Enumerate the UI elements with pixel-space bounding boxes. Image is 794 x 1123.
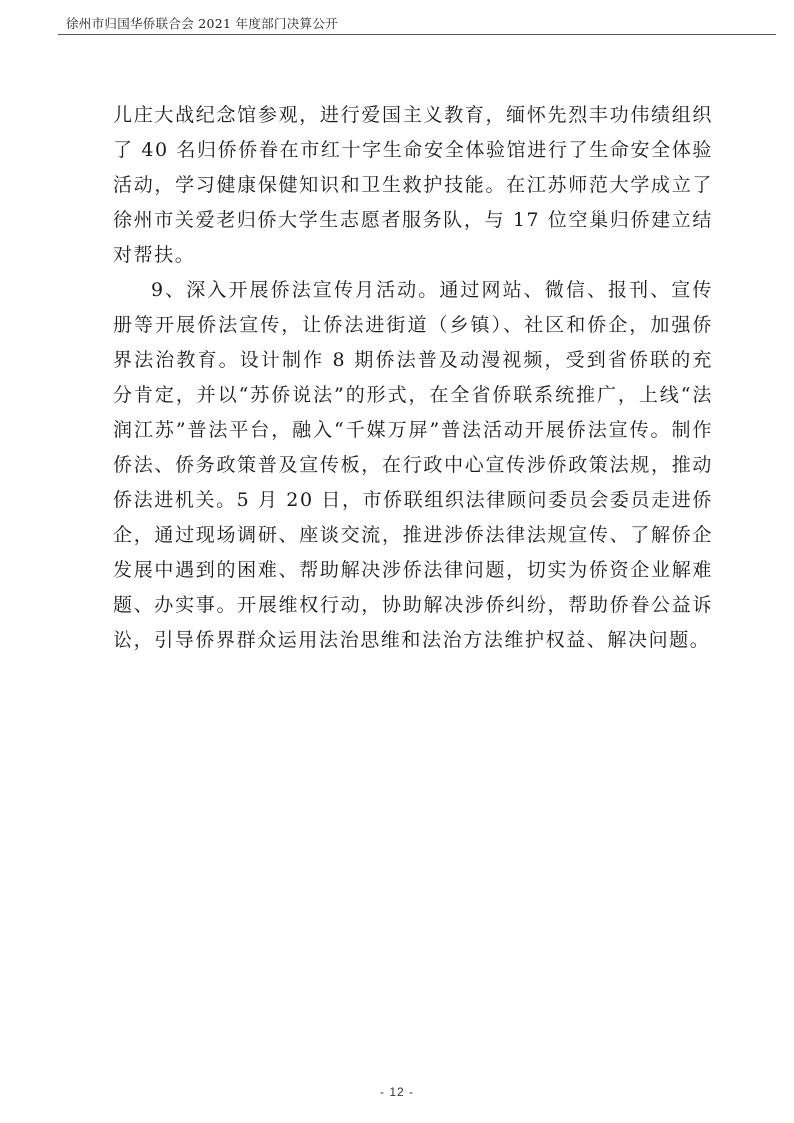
paragraph-item-9: 9、深入开展侨法宣传月活动。通过网站、微信、报刊、宣传册等开展侨法宣传，让侨法进街道（乡镇）、社区和侨企，加强侨界法治教育。设计制作 8 期侨法普及动漫视频，受到省侨联的充分肯定，并以“苏侨说法”的形式，在全省侨联系统推广，上线“法润江苏”普法平台，融入“千媒万屏”普法活动开展侨法宣传。制作侨法、侨务政策普及宣传板，在行政中心宣传涉侨政策法规，推动侨法进机关。5 月 20 日，市侨联组织法律顾问委员会委员走进侨企，通过现场调研、座谈交流，推进涉侨法律法规宣传、了解侨企发展中遇到的困难、帮助解决涉侨法律问题，切实为侨资企业解难题、办实事。开展维权行动，协助解决涉侨纠纷，帮助侨眷公益诉讼，引导侨界群众运用法治思维和法治方法维护权益、解决问题。 (113, 279, 713, 651)
page-number: - 12 - (379, 1085, 414, 1099)
document-body (113, 98, 713, 658)
page-header (58, 8, 776, 35)
paragraph-continued: 儿庄大战纪念馆参观，进行爱国主义教育，缅怀先烈丰功伟绩组织了 40 名归侨侨眷在市红十字生命安全体验馆进行了生命安全体验活动，学习健康保健知识和卫生救护技能。在江苏师范大学成立了徐州市关爱老归侨大学生志愿者服务队，与 17 位空巢归侨建立结对帮扶。 (113, 104, 713, 266)
header-title: 徐州市归国华侨联合会 2021 年度部门决算公开 (66, 16, 338, 31)
